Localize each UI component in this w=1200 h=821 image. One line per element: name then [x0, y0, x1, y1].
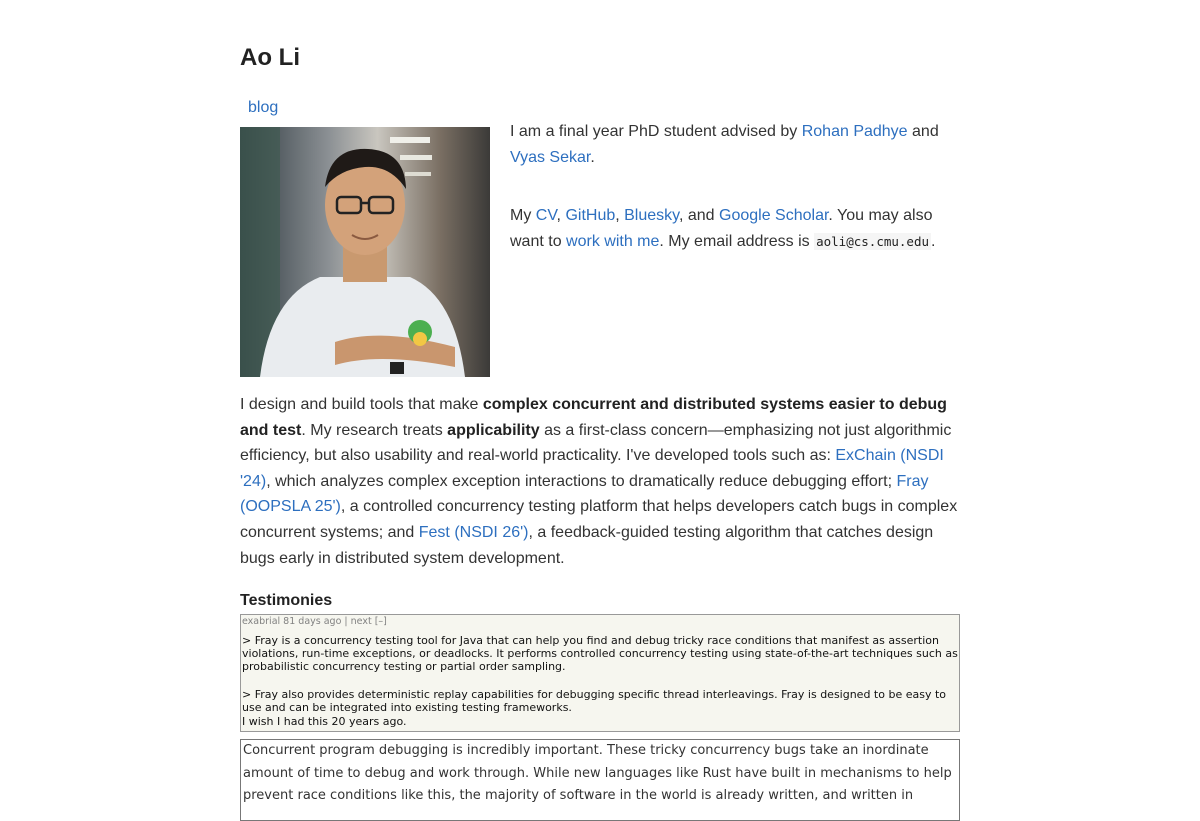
advisor-vyas-link[interactable]: Vyas Sekar: [510, 149, 591, 166]
hn-quote-2: > Fray also provides deterministic replay capabilities for debugging specific thread interleavings. Fray is designed to be easy to use and can be integrated into existing testing frameworks.: [242, 688, 947, 714]
advisor-rohan-link[interactable]: Rohan Padhye: [801, 123, 908, 140]
research-text: , a feedback-guided testing algorithm that catches design bugs early in distributed system development.: [240, 523, 934, 567]
intro-text: .: [931, 233, 936, 250]
github-link[interactable]: GitHub: [565, 207, 616, 224]
portrait-photo: [240, 127, 490, 377]
research-summary: [240, 392, 960, 571]
intro-text: . My email address is: [659, 233, 815, 250]
intro-advisors: [510, 119, 950, 171]
hn-comment-meta: exabrial 81 days ago | next [–]: [242, 616, 387, 627]
intro-text: My: [510, 207, 536, 224]
intro-section: [510, 119, 950, 287]
testimonies-heading: Testimonies: [240, 592, 333, 609]
intro-text: .: [590, 149, 595, 166]
bluesky-link[interactable]: Bluesky: [624, 207, 679, 224]
research-text: , which analyzes complex exception interactions to dramatically reduce debugging effort;: [266, 472, 897, 490]
fest-link[interactable]: Fest (NSDI 26'): [418, 523, 529, 541]
intro-text: ,: [556, 207, 566, 224]
review-text: Concurrent program debugging is incredibly important. These tricky concurrency bugs take an inordinate amount of time to debug and work through. While new languages like Rust have built in mechanisms to help prevent race conditions like this, the majority of software in the world is already written, and written in: [243, 743, 952, 803]
research-emphasis: complex concurrent and distributed systems easier to debug and test: [240, 396, 947, 439]
email-address: aoli@cs.cmu.edu: [816, 234, 929, 249]
portrait-icon: [240, 127, 490, 377]
research-emphasis: applicability: [447, 421, 540, 439]
testimony-hn-screenshot: [240, 614, 960, 732]
cv-link[interactable]: CV: [535, 207, 557, 224]
intro-text: I am a final year PhD student advised by: [510, 123, 802, 140]
google-scholar-link[interactable]: Google Scholar: [719, 207, 829, 224]
intro-text: and: [907, 123, 939, 140]
page-title: Ao Li: [240, 44, 300, 71]
intro-text: ,: [615, 207, 625, 224]
testimony-review-screenshot: [240, 739, 960, 821]
intro-text: , and: [678, 207, 719, 224]
exchain-link[interactable]: ExChain (NSDI '24): [240, 447, 944, 490]
fray-link[interactable]: Fray (OOPSLA 25'): [240, 472, 929, 516]
intro-links: [510, 203, 950, 255]
research-text: , a controlled concurrency testing platform that helps developers catch bugs in complex concurrent systems; and: [240, 498, 958, 541]
work-with-me-link[interactable]: work with me: [566, 233, 660, 250]
research-text: I design and build tools that make: [240, 396, 483, 413]
blog-link[interactable]: blog: [248, 99, 279, 116]
hn-quote-1: > Fray is a concurrency testing tool for Java that can help you find and debug tricky race conditions that manifest as assertion violations, run-time exceptions, or deadlocks. It performs controlled concurrency testing using state-of-the-art techniques such as probabilistic concurrency testing or partial order sampling.: [242, 634, 958, 673]
intro-text: . You may also want to: [510, 207, 933, 250]
hn-reply: I wish I had this 20 years ago.: [242, 715, 407, 728]
research-text: . My research treats: [301, 421, 448, 439]
research-text: as a first-class concern—emphasizing not just algorithmic efficiency, but also usability and real-world practicality. I've developed tools such as:: [240, 421, 952, 465]
